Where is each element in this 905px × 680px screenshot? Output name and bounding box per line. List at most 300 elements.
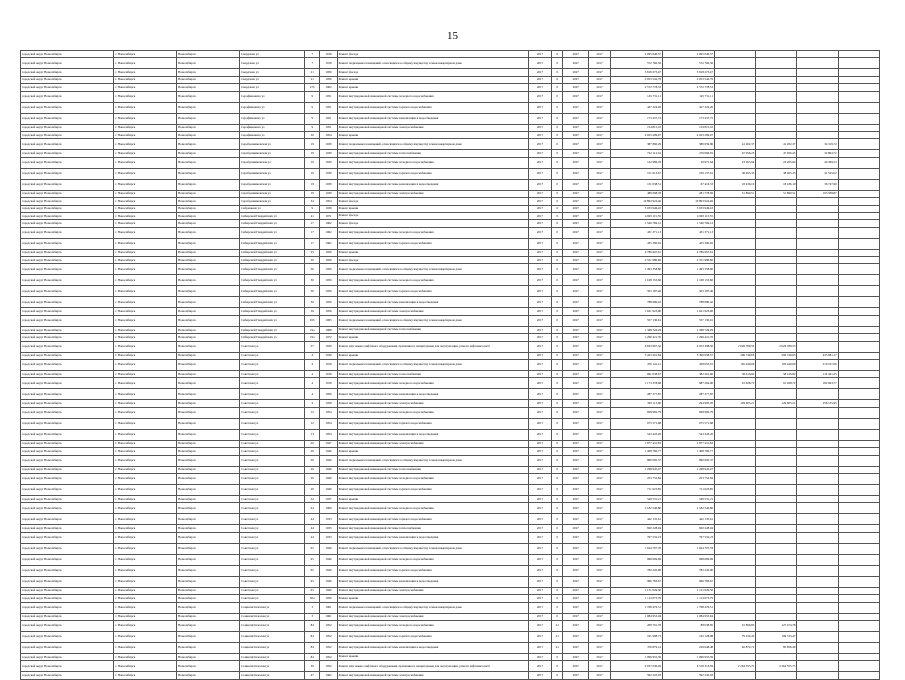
table-cell-sum2: 767 532,23 <box>662 532 714 543</box>
table-cell-street: Социалистическая ул <box>240 642 305 653</box>
table-cell-year: 1956 <box>320 249 337 256</box>
table-cell-sum2: 890 095,37 <box>662 455 714 466</box>
table-cell-y2: 2027 <box>563 58 589 69</box>
table-cell-b <box>756 448 797 455</box>
table-cell-z1: 0 <box>552 595 563 602</box>
table-cell-city2: Новосибирск <box>177 257 240 264</box>
table-cell-d <box>838 238 879 249</box>
table-cell-city2: Новосибирск <box>177 334 240 341</box>
table-cell-y2: 2027 <box>563 352 589 359</box>
table-cell-sum: 1 368 726,29 <box>610 326 662 333</box>
table-cell-d <box>838 76 879 83</box>
table-cell-y2: 2027 <box>563 275 589 286</box>
table-cell-z1: 0 <box>552 672 563 679</box>
table-cell-d <box>838 613 879 620</box>
table-cell-okrug: городской округ Новосибирск <box>21 448 114 455</box>
table-cell-d <box>838 407 879 418</box>
table-cell-z1: 0 <box>552 543 563 554</box>
table-cell-d <box>838 473 879 484</box>
table-cell-work: Ремонт крыши <box>337 205 528 212</box>
table-cell-year: 1939 <box>320 179 337 190</box>
table-cell-house: 3 <box>305 613 320 620</box>
table-cell-year: 1940 <box>320 473 337 484</box>
table-cell-sum: 4 903 115,55 <box>610 212 662 219</box>
table-cell-y1: 2017 <box>528 554 552 565</box>
table-cell-y2: 2027 <box>563 429 589 440</box>
table-cell-d <box>838 179 879 190</box>
table-cell-sum: 131 038,51 <box>610 179 662 190</box>
table-cell-a <box>715 389 756 400</box>
table-cell-y2: 2027 <box>563 150 589 157</box>
table-cell-y3: 2017 <box>589 257 611 264</box>
table-cell-year: 1956 <box>320 308 337 315</box>
table-cell-work: Ремонт внутридомовой инженерной системы теплоснабжения <box>337 326 528 333</box>
table-cell-a <box>715 315 756 326</box>
table-cell-city2: Новосибирск <box>177 576 240 587</box>
table-cell-b: 129 605,21 <box>756 400 797 407</box>
table-cell-d <box>838 341 879 352</box>
table-cell-y2: 2027 <box>563 543 589 554</box>
table-cell-okrug: городской округ Новосибирск <box>21 257 114 264</box>
table-cell-year: 1933 <box>320 525 337 532</box>
table-cell-sum: 2 572 778,53 <box>610 84 662 91</box>
table-cell-house: 44 <box>305 532 320 543</box>
table-cell-b <box>756 131 797 138</box>
table-cell-house: 65 <box>305 587 320 594</box>
table-cell-city: г. Новосибирск <box>114 297 177 308</box>
table-cell-sum: 1 173 378,68 <box>610 378 662 389</box>
table-cell-y2: 2027 <box>563 326 589 333</box>
table-cell-okrug: городской округ Новосибирск <box>21 275 114 286</box>
table-cell-a <box>715 334 756 341</box>
table-cell-sum: 1 096 955,39 <box>610 653 662 660</box>
table-cell-y2: 2027 <box>563 131 589 138</box>
table-cell-b <box>756 602 797 613</box>
table-cell-y1: 2017 <box>528 429 552 440</box>
table-cell-city2: Новосибирск <box>177 642 240 653</box>
table-cell-y3: 2017 <box>589 297 611 308</box>
table-cell-year: 1940 <box>320 554 337 565</box>
table-cell-year: 1940 <box>320 576 337 587</box>
table-cell-z1: 0 <box>552 139 563 150</box>
table-cell-a: 38 465,33 <box>715 168 756 179</box>
table-cell-okrug: городской округ Новосибирск <box>21 466 114 473</box>
table-cell-y1: 2017 <box>528 297 552 308</box>
table-cell-house: 19а <box>305 334 320 341</box>
table-cell-city: г. Новосибирск <box>114 150 177 157</box>
table-row <box>21 150 880 157</box>
table-cell-work: Ремонт крыши <box>337 249 528 256</box>
table-cell-y1: 2017 <box>528 212 552 219</box>
table-cell-year: 1956 <box>320 297 337 308</box>
table-cell-year: 1961 <box>320 613 337 620</box>
table-cell-z1: 0 <box>552 418 563 429</box>
table-cell-year: 1972 <box>320 334 337 341</box>
table-row <box>21 315 880 326</box>
table-cell-y3: 2017 <box>589 168 611 179</box>
table-cell-house: 9 <box>305 113 320 124</box>
table-cell-okrug: городской округ Новосибирск <box>21 220 114 227</box>
table-cell-a: 47 056,25 <box>715 150 756 157</box>
table-cell-c <box>797 661 838 672</box>
table-row <box>21 543 880 554</box>
table-cell-y2: 2027 <box>563 168 589 179</box>
table-cell-street: Советская ул <box>240 565 305 576</box>
table-cell-year: 1951 <box>320 113 337 124</box>
table-cell-work: Ремонт внутридомовой инженерной системы горячего водоснабжения <box>337 565 528 576</box>
table-cell-y1: 2017 <box>528 124 552 131</box>
table-cell-city: г. Новосибирск <box>114 642 177 653</box>
table-cell-b: 2 264 355,75 <box>756 661 797 672</box>
table-cell-city2: Новосибирск <box>177 514 240 525</box>
table-cell-house: 47 <box>305 672 320 679</box>
table-row <box>21 326 880 333</box>
table-cell-okrug: городской округ Новосибирск <box>21 198 114 205</box>
table-cell-city2: Новосибирск <box>177 602 240 613</box>
table-cell-y1: 2017 <box>528 613 552 620</box>
table-cell-y2: 2027 <box>563 661 589 672</box>
table-cell-b <box>756 275 797 286</box>
table-cell-y3: 2017 <box>589 352 611 359</box>
table-cell-okrug: городской округ Новосибирск <box>21 352 114 359</box>
table-cell-sum2: 1 268 945,47 <box>662 466 714 473</box>
table-cell-y2: 2027 <box>563 514 589 525</box>
table-cell-house: 13 <box>305 429 320 440</box>
table-cell-okrug: городской округ Новосибирск <box>21 334 114 341</box>
table-cell-year: 1961 <box>320 602 337 613</box>
table-cell-z1: 0 <box>552 227 563 238</box>
table-cell-a <box>715 84 756 91</box>
table-cell-sum2: 572 760,56 <box>662 58 714 69</box>
table-cell-work: Ремонт подвальных помещений, относящихся к общему имуществу в многоквартирном доме <box>337 264 528 275</box>
table-cell-work: Ремонт крыши <box>337 84 528 91</box>
table-cell-year: 1918 <box>320 378 337 389</box>
table-cell-b <box>756 334 797 341</box>
table-cell-work: Ремонт внутридомовой инженерной системы теплоснабжения <box>337 371 528 378</box>
table-cell-sum: 1 624 707,78 <box>610 543 662 554</box>
table-cell-sum: 3 423 201,84 <box>610 352 662 359</box>
table-cell-b <box>756 297 797 308</box>
table-cell-y2: 2027 <box>563 124 589 131</box>
table-cell-d <box>838 69 879 76</box>
table-cell-house: 65 <box>305 576 320 587</box>
table-cell-okrug: городской округ Новосибирск <box>21 514 114 525</box>
table-cell-d <box>838 455 879 466</box>
table-cell-street: Сибирской Гвардейских ул <box>240 227 305 238</box>
table-cell-d <box>838 595 879 602</box>
table-row <box>21 360 880 371</box>
table-cell-z1: 0 <box>552 91 563 102</box>
table-cell-z1: 0 <box>552 341 563 352</box>
table-row <box>21 565 880 576</box>
table-cell-sum: 387 860,29 <box>610 139 662 150</box>
table-cell-sum: 435 390,02 <box>610 238 662 249</box>
table-cell-y2: 2027 <box>563 51 589 58</box>
table-cell-city2: Новосибирск <box>177 595 240 602</box>
table-cell-work: Ремонт подвальных помещений, относящихся к общему имуществу в многоквартирном доме <box>337 455 528 466</box>
table-cell-a <box>715 297 756 308</box>
table-cell-y2: 2027 <box>563 495 589 502</box>
table-cell-z1: 0 <box>552 661 563 672</box>
table-cell-b <box>756 672 797 679</box>
table-cell-city: г. Новосибирск <box>114 102 177 113</box>
table-cell-y3: 2017 <box>589 525 611 532</box>
table-cell-y3: 2017 <box>589 205 611 212</box>
table-cell-y2: 2027 <box>563 631 589 642</box>
table-row <box>21 455 880 466</box>
table-cell-y2: 2027 <box>563 91 589 102</box>
table-cell-b <box>756 102 797 113</box>
table-cell-sum: 376 879,14 <box>610 642 662 653</box>
table-cell-okrug: городской округ Новосибирск <box>21 264 114 275</box>
table-cell-y3: 2017 <box>589 212 611 219</box>
table-cell-z1: 0 <box>552 334 563 341</box>
table-cell-work: Ремонт внутридомовой инженерной системы электроснабжения <box>337 587 528 594</box>
table-cell-sum: 431 371,13 <box>610 227 662 238</box>
table-cell-street: Сибревкома ул <box>240 205 305 212</box>
table-cell-a: 2 026 789,53 <box>715 341 756 352</box>
table-cell-city2: Новосибирск <box>177 455 240 466</box>
table-cell-y1: 2017 <box>528 334 552 341</box>
table-cell-sum: 287 377,87 <box>610 389 662 400</box>
table-cell-c <box>797 503 838 514</box>
table-cell-work: Ремонт крыши <box>337 448 528 455</box>
table-cell-sum2: 162 128,08 <box>662 631 714 642</box>
table-cell-work: Ремонт фасада <box>337 220 528 227</box>
table-cell-city: г. Новосибирск <box>114 286 177 297</box>
table-cell-c <box>797 69 838 76</box>
table-cell-b: 38 465,33 <box>756 168 797 179</box>
table-cell-b <box>756 286 797 297</box>
table-row <box>21 642 880 653</box>
table-cell-city2: Новосибирск <box>177 341 240 352</box>
table-cell-a <box>715 565 756 576</box>
table-cell-year: 1947 <box>320 440 337 447</box>
table-cell-city2: Новосибирск <box>177 378 240 389</box>
table-cell-c: 41 545,02 <box>797 168 838 179</box>
table-cell-city2: Новосибирск <box>177 661 240 672</box>
table-cell-city: г. Новосибирск <box>114 360 177 371</box>
table-cell-y2: 2027 <box>563 69 589 76</box>
table-cell-b <box>756 466 797 473</box>
table-cell-y2: 2027 <box>563 503 589 514</box>
table-cell-sum2: 29 975,64 <box>662 157 714 168</box>
table-cell-work: Ремонт внутридомовой инженерной системы горячего водоснабжения <box>337 168 528 179</box>
table-cell-y1: 2017 <box>528 455 552 466</box>
table-cell-c <box>797 297 838 308</box>
table-cell-y3: 2017 <box>589 220 611 227</box>
table-cell-city2: Новосибирск <box>177 286 240 297</box>
table-cell-city2: Новосибирск <box>177 503 240 514</box>
table-cell-b <box>756 565 797 576</box>
table-cell-year: 1937 <box>320 495 337 502</box>
table-cell-sum2: 253 752,84 <box>662 473 714 484</box>
table-cell-work: Ремонт внутридомовой инженерной системы электроснабжения <box>337 672 528 679</box>
table-cell-year: 1968 <box>320 326 337 333</box>
table-row <box>21 389 880 400</box>
table-cell-street: Сибирской Гвардейских ул <box>240 326 305 333</box>
table-cell-y2: 2027 <box>563 576 589 587</box>
table-cell-b <box>756 205 797 212</box>
table-cell-d <box>838 124 879 131</box>
table-cell-street: Советская ул <box>240 455 305 466</box>
table-cell-b <box>756 76 797 83</box>
table-cell-y2: 2027 <box>563 473 589 484</box>
table-cell-sum2: 543 443,26 <box>662 429 714 440</box>
table-cell-y3: 2017 <box>589 565 611 576</box>
table-cell-y2: 2027 <box>563 334 589 341</box>
table-cell-sum: 122 986,76 <box>610 157 662 168</box>
table-cell-z1: 0 <box>552 576 563 587</box>
table-cell-z1: 0 <box>552 473 563 484</box>
table-cell-y2: 2027 <box>563 595 589 602</box>
table-cell-d <box>838 400 879 407</box>
table-cell-work: Ремонт внутридомовой инженерной системы холодного водоснабжения <box>337 503 528 514</box>
table-cell-y1: 2017 <box>528 378 552 389</box>
table-cell-c: 34 319,72 <box>797 139 838 150</box>
table-cell-a <box>715 455 756 466</box>
table-cell-street: Серебренниковская ул <box>240 179 305 190</box>
table-cell-year: 1939 <box>320 190 337 197</box>
table-cell-street: Серафимовича ул <box>240 102 305 113</box>
table-cell-okrug: городской округ Новосибирск <box>21 576 114 587</box>
table-cell-house: 36 <box>305 297 320 308</box>
table-cell-city2: Новосибирск <box>177 371 240 378</box>
table-cell-sum: 4 023 209,07 <box>610 131 662 138</box>
table-row <box>21 76 880 83</box>
table-cell-y1: 2017 <box>528 440 552 447</box>
table-cell-y2: 2027 <box>563 565 589 576</box>
table-cell-c <box>797 429 838 440</box>
table-cell-y3: 2017 <box>589 484 611 495</box>
table-cell-c <box>797 565 838 576</box>
table-cell-year: 1940 <box>320 455 337 466</box>
table-cell-z1: 0 <box>552 495 563 502</box>
table-cell-a <box>715 91 756 102</box>
table-cell-c <box>797 131 838 138</box>
table-cell-y2: 2027 <box>563 440 589 447</box>
table-cell-d <box>838 51 879 58</box>
table-cell-city2: Новосибирск <box>177 157 240 168</box>
table-row <box>21 653 880 660</box>
table-cell-okrug: городской округ Новосибирск <box>21 587 114 594</box>
table-cell-y1: 2017 <box>528 543 552 554</box>
table-cell-y2: 2027 <box>563 257 589 264</box>
table-cell-house: 26 <box>305 466 320 473</box>
table-cell-work: Ремонт внутридомовой инженерной системы холодного водоснабжения <box>337 227 528 238</box>
table-cell-house: 26 <box>305 473 320 484</box>
table-cell-sum: 6 833 997,32 <box>610 341 662 352</box>
table-row <box>21 514 880 525</box>
table-cell-work: Ремонт внутридомовой инженерной системы электроснабжения <box>337 308 528 315</box>
table-cell-sum: 1 268 945,47 <box>610 466 662 473</box>
table-cell-okrug: городской округ Новосибирск <box>21 620 114 631</box>
table-cell-y3: 2017 <box>589 495 611 502</box>
table-cell-sum2: 4 053 398,36 <box>662 341 714 352</box>
table-cell-a <box>715 407 756 418</box>
table-cell-city: г. Новосибирск <box>114 168 177 179</box>
table-cell-city2: Новосибирск <box>177 587 240 594</box>
table-cell-work: Ремонт внутридомовой инженерной системы теплоснабжения <box>337 525 528 532</box>
table-row <box>21 179 880 190</box>
table-cell-a <box>715 484 756 495</box>
table-cell-house: 32 <box>305 495 320 502</box>
table-row <box>21 275 880 286</box>
table-cell-work: Ремонт внутридомовой инженерной системы холодного водоснабжения <box>337 275 528 286</box>
table-cell-sum: 1 877 431,83 <box>610 440 662 447</box>
table-cell-okrug: городской округ Новосибирск <box>21 212 114 219</box>
table-cell-house: 4 <box>305 360 320 371</box>
table-cell-work: Ремонт внутридомовой инженерной системы холодного водоснабжения <box>337 91 528 102</box>
table-cell-okrug: городской округ Новосибирск <box>21 113 114 124</box>
table-cell-c <box>797 418 838 429</box>
table-cell-d <box>838 389 879 400</box>
table-cell-d <box>838 352 879 359</box>
table-cell-y2: 2027 <box>563 554 589 565</box>
table-cell-z1: 0 <box>552 84 563 91</box>
table-cell-house: 84 <box>305 620 320 631</box>
table-cell-sum: 1 621 923,96 <box>610 308 662 315</box>
table-cell-c <box>797 249 838 256</box>
table-cell-y1: 2017 <box>528 360 552 371</box>
table-row <box>21 139 880 150</box>
table-cell-y3: 2017 <box>589 326 611 333</box>
table-cell-street: Сибирской Гвардейских ул <box>240 264 305 275</box>
table-cell-z1: 0 <box>552 554 563 565</box>
table-cell-sum: 1 768 476,51 <box>610 602 662 613</box>
table-cell-y1: 2017 <box>528 576 552 587</box>
table-cell-house: 17 <box>305 220 320 227</box>
table-cell-city: г. Новосибирск <box>114 495 177 502</box>
table-cell-b: 51 860,51 <box>756 190 797 197</box>
table-cell-city: г. Новосибирск <box>114 672 177 679</box>
table-cell-y1: 2017 <box>528 198 552 205</box>
table-cell-y3: 2017 <box>589 532 611 543</box>
table-cell-city: г. Новосибирск <box>114 378 177 389</box>
table-cell-d <box>838 102 879 113</box>
table-cell-y3: 2017 <box>589 286 611 297</box>
table-cell-house: 26 <box>305 448 320 455</box>
table-cell-c <box>797 227 838 238</box>
table-row <box>21 371 880 378</box>
table-cell-c <box>797 672 838 679</box>
table-cell-z1: 0 <box>552 448 563 455</box>
table-cell-y1: 2017 <box>528 503 552 514</box>
table-cell-d <box>838 139 879 150</box>
table-cell-sum2: 3 390 658,37 <box>662 352 714 359</box>
table-cell-city: г. Новосибирск <box>114 227 177 238</box>
table-cell-year: 1918 <box>320 51 337 58</box>
table-cell-c: 32 864,72 <box>797 150 838 157</box>
table-cell-y1: 2017 <box>528 661 552 672</box>
table-cell-house: 12 <box>305 407 320 418</box>
table-cell-y3: 2017 <box>589 334 611 341</box>
table-cell-city2: Новосибирск <box>177 168 240 179</box>
table-cell-y3: 2017 <box>589 653 611 660</box>
table-cell-y3: 2017 <box>589 264 611 275</box>
table-cell-work: Ремонт крыши <box>337 495 528 502</box>
table-cell-okrug: городской округ Новосибирск <box>21 642 114 653</box>
table-cell-okrug: городской округ Новосибирск <box>21 84 114 91</box>
table-cell-city2: Новосибирск <box>177 448 240 455</box>
table-cell-city: г. Новосибирск <box>114 602 177 613</box>
table-row <box>21 400 880 407</box>
table-cell-z1: 0 <box>552 514 563 525</box>
table-cell-d <box>838 334 879 341</box>
table-cell-city: г. Новосибирск <box>114 525 177 532</box>
table-cell-y1: 2017 <box>528 565 552 576</box>
table-cell-street: Советская ул <box>240 418 305 429</box>
